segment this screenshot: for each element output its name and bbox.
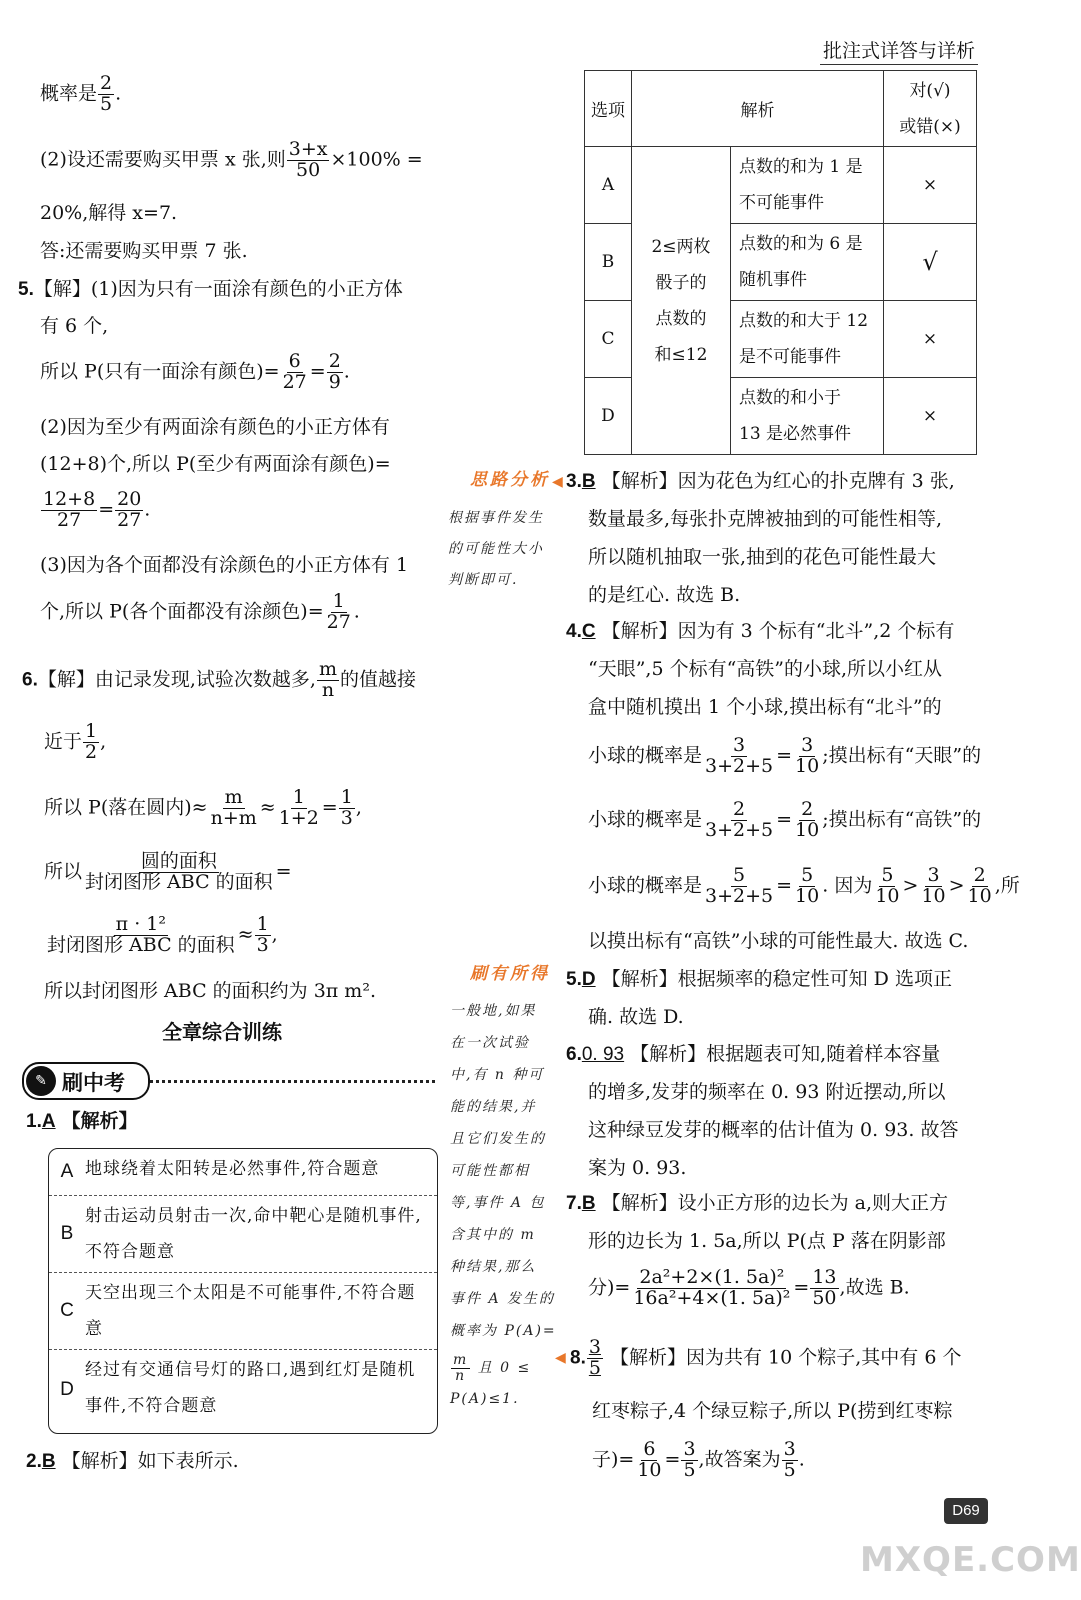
table-cell: 点数的和大于 12 是不可能事件 bbox=[731, 301, 884, 378]
table-cell: 点数的和为 6 是 随机事件 bbox=[731, 224, 884, 301]
table-cell: × bbox=[884, 147, 977, 224]
dice-table bbox=[584, 70, 977, 455]
r-q6-line4: 案为 0. 93. bbox=[588, 1157, 687, 1179]
r-q8-line3: 子)= $\frac{6}{10}$ = $\frac{3}{5}$ ,故答案为 $\frac{3}{5}$ . bbox=[592, 1438, 805, 1481]
q6-line1: 6.【解】由记录发现,试验次数越多, $\frac{m}{n}$ 的值越接 bbox=[22, 658, 416, 701]
r-q7-line3: 分)= $\frac{\text{2a²+2×(1. 5a)²}}{\text{16a²+4×(1. 5a)²}}$ = $\frac{13}{50}$ ,故选 B. bbox=[588, 1266, 910, 1309]
q6-line3: 所以 P(落在圆内)≈ $\frac{m}{n+m}$ ≈ $\frac{1}{1+2}$ = $\frac{1}{3}$ , bbox=[44, 786, 362, 829]
arrow-left-icon: ◀ bbox=[552, 474, 563, 490]
q5-line3: 所以 P(只有一面涂有颜色)= $\frac{6}{27}$ = $\frac{2}{9}$ . bbox=[40, 350, 350, 393]
option-row: A 地球绕着太阳转是必然事件,符合题意 bbox=[49, 1149, 437, 1196]
r-q4-line1: 4.C 【解析】因为有 3 个标有“北斗”,2 个标有 bbox=[566, 620, 955, 642]
r-q3-line2: 数量最多,每张扑克牌被抽到的可能性相等, bbox=[588, 508, 943, 530]
q5-line7: (3)因为各个面都没有涂颜色的小正方体有 1 bbox=[40, 554, 409, 576]
r-q6-line3: 这种绿豆发芽的概率的估计值为 0. 93. 故答 bbox=[588, 1119, 959, 1141]
r-q3-line1: 3.B 【解析】因为花色为红心的扑克牌有 3 张, bbox=[566, 470, 955, 492]
answer-line: 答:还需要购买甲票 7 张. bbox=[40, 240, 248, 262]
option-row: D 经过有交通信号灯的路口,遇到红灯是随机事件,不符合题意 bbox=[60, 1360, 416, 1416]
note-gain: 一般地,如果 在一次试验 中,有 n 种可 能的结果,并 且它们发生的 可能性都相 等,事件 A 包 含其中的 m 种结果,那么 事件 A 发生的 概率为 P(A)= $\frac{m}{n}$ 且 0 ≤ P(A)≤1. bbox=[450, 1003, 557, 1408]
brush-icon: ✎ bbox=[26, 1066, 56, 1096]
r-q5-line1: 5.D 【解析】根据频率的稳定性可知 D 选项正 bbox=[566, 968, 952, 990]
r-q8-line2: 红枣粽子,4 个绿豆粽子,所以 P(捞到红枣粽 bbox=[592, 1400, 953, 1422]
q5-line6: $\frac{12+8}{27}$ = $\frac{20}{27}$ . bbox=[43, 488, 151, 531]
watermark: MXQE.COM bbox=[860, 1540, 1081, 1580]
table-cell: A bbox=[585, 147, 632, 224]
option-row: C 天空出现三个太阳是不可能事件,不符合题意 bbox=[49, 1273, 437, 1350]
r-q3-line3: 所以随机抽取一张,抽到的花色可能性最大 bbox=[588, 546, 937, 568]
q6-line2: 近于 $\frac{1}{2}$ , bbox=[44, 720, 107, 763]
page-header: 批注式详答与详析 bbox=[822, 40, 975, 62]
table-header: 解析 bbox=[632, 71, 884, 147]
q5-line4: (2)因为至少有两面涂有颜色的小正方体有 bbox=[40, 416, 390, 438]
q5-line2: 有 6 个, bbox=[40, 315, 109, 337]
table-cell: 点数的和小于 13 是必然事件 bbox=[731, 378, 884, 455]
r-q6-line1: 6.0. 93 【解析】根据题表可知,随着样本容量 bbox=[566, 1043, 941, 1065]
r-q8-line1: 8. $\frac{3}{5}$ 【解析】因为共有 10 个粽子,其中有 6 个 bbox=[570, 1336, 962, 1379]
q4-part2: (2)设还需要购买甲票 x 张,则 $\frac{3+x}{50}$ ×100% = bbox=[40, 138, 423, 181]
q6-line6: 所以封闭图形 ABC 的面积约为 3π m². bbox=[44, 980, 376, 1002]
banner-label: 刷中考 bbox=[62, 1071, 125, 1095]
table-cell: √ bbox=[884, 224, 977, 301]
table-cell: B bbox=[585, 224, 632, 301]
table-header: 对(√) 或错(×) bbox=[884, 71, 977, 147]
r-q4-line2: “天眼”,5 个标有“高铁”的小球,所以小红从 bbox=[588, 658, 943, 680]
q5-line5: (12+8)个,所以 P(至少有两面涂有颜色)= bbox=[40, 453, 391, 475]
r-q7-line2: 形的边长为 1. 5a,所以 P(点 P 落在阴影部 bbox=[588, 1230, 946, 1252]
q5-line8: 个,所以 P(各个面都没有涂颜色)= $\frac{1}{27}$ . bbox=[40, 590, 360, 633]
r-q6-line2: 的增多,发芽的频率在 0. 93 附近摆动,所以 bbox=[588, 1081, 946, 1103]
section-title: 全章综合训练 bbox=[162, 1020, 282, 1044]
r-q4-line4: 小球的概率是 $\frac{3}{3+2+5}$ = $\frac{3}{10}$ ;摸出标有“天眼”的 bbox=[588, 734, 982, 777]
table-cell: D bbox=[585, 378, 632, 455]
table-cell-merged: 2≤两枚 骰子的 点数的 和≤12 bbox=[632, 147, 731, 455]
q6-line5: $\frac{\text{π · 1²}}{\text{封闭图形 ABC 的面积}}$ ≈ $\frac{1}{3}$ , bbox=[47, 913, 278, 956]
q6-line4: 所以 $\frac{\text{圆的面积}}{\text{封闭图形 ABC 的面积}}$ = bbox=[44, 850, 292, 893]
q1-option-box bbox=[48, 1148, 438, 1434]
note-title-analysis: 思路分析 bbox=[470, 470, 550, 490]
r-q5-line2: 确. 故选 D. bbox=[588, 1006, 684, 1028]
q5-line1: 5.【解】(1)因为只有一面涂有颜色的小正方体 bbox=[18, 278, 403, 300]
note-analysis: 根据事件发生 的可能性大小 判断即可. bbox=[448, 510, 544, 588]
banner-rule bbox=[150, 1080, 435, 1083]
page-number: D69 bbox=[944, 1498, 988, 1524]
table-header: 选项 bbox=[585, 71, 632, 147]
fraction: $\frac{2}{5}$ bbox=[100, 72, 113, 115]
fraction: $\frac{3+x}{50}$ bbox=[288, 138, 328, 181]
r-q4-line6: 小球的概率是 $\frac{5}{3+2+5}$ = $\frac{5}{10}$ . 因为 $\frac{5}{10}$ > $\frac{3}{10}$ > $\frac{2}{10}$ ,所 bbox=[588, 864, 1020, 907]
arrow-left-icon: ◀ bbox=[555, 1350, 566, 1366]
note-title-gain: 刷有所得 bbox=[470, 964, 550, 984]
r-q4-line7: 以摸出标有“高铁”小球的可能性最大. 故选 C. bbox=[588, 930, 969, 952]
q1-line: 1.A 【解析】 bbox=[26, 1110, 138, 1132]
header-rule bbox=[820, 64, 978, 65]
q2-line: 2.B 【解析】如下表所示. bbox=[26, 1450, 239, 1472]
table-cell: 点数的和为 1 是 不可能事件 bbox=[731, 147, 884, 224]
table-cell: × bbox=[884, 378, 977, 455]
r-q7-line1: 7.B 【解析】设小正方形的边长为 a,则大正方 bbox=[566, 1192, 949, 1214]
option-row: B 射击运动员射击一次,命中靶心是随机事件,不符合题意 bbox=[49, 1196, 437, 1273]
table-cell: × bbox=[884, 301, 977, 378]
r-q4-line5: 小球的概率是 $\frac{2}{3+2+5}$ = $\frac{2}{10}$ ;摸出标有“高铁”的 bbox=[588, 798, 982, 841]
table-cell: C bbox=[585, 301, 632, 378]
r-q4-line3: 盒中随机摸出 1 个小球,摸出标有“北斗”的 bbox=[588, 696, 942, 718]
r-q3-line4: 的是红心. 故选 B. bbox=[588, 584, 741, 606]
prob-line: 概率是 $\frac{2}{5}$ . bbox=[40, 72, 122, 115]
solve-line: 20%,解得 x=7. bbox=[40, 202, 178, 224]
banner-badge bbox=[22, 1062, 150, 1100]
